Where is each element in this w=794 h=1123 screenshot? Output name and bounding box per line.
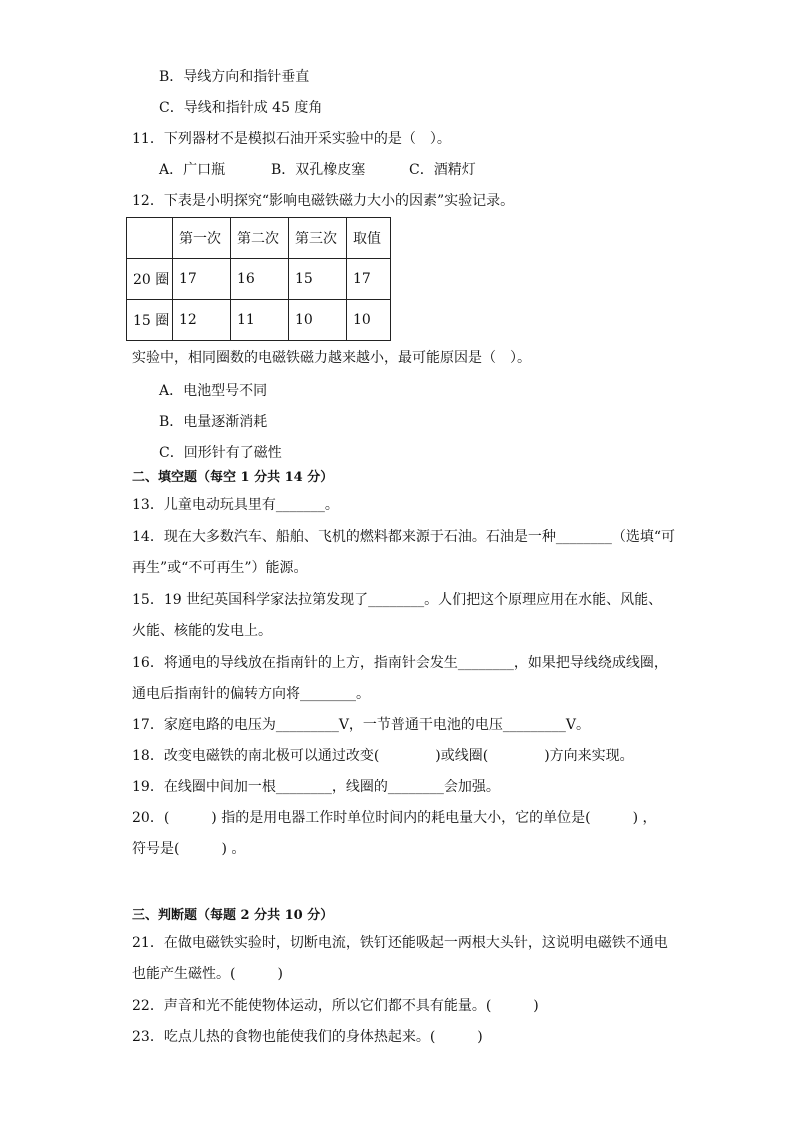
q11-option-b: B．双孔橡皮塞 [271,162,366,178]
table-cell: 10 [289,300,347,341]
q20-line1: 20．( ) 指的是用电器工作时单位时间内的耗电量大小，它的单位是( ) ， [132,810,657,826]
q21-line2: 也能产生磁性。( ) [132,966,283,982]
q11-options [159,160,476,180]
q18: 18．改变电磁铁的南北极可以通过改变( )或线圈( )方向来实现。 [132,748,634,764]
q21-line1: 21．在做电磁铁实验时，切断电流，铁钉还能吸起一两根大头针，这说明电磁铁不通电 [132,935,668,951]
q14-line2: 再生”或“不可再生”）能源。 [132,560,308,576]
table-header-row [127,218,391,259]
q23: 23．吃点儿热的食物也能使我们的身体热起来。( ) [132,1029,483,1045]
q10-option-c: C．导线和指针成 45 度角 [159,100,323,116]
section2-title: 二、填空题（每空 1 分共 14 分） [132,470,334,485]
q12-option-c: C．回形针有了磁性 [159,445,282,461]
q12-stem: 12．下表是小明探究“影响电磁铁磁力大小的因素”实验记录。 [132,193,515,209]
q16-line2: 通电后指南针的偏转方向将________。 [132,686,370,702]
table-header-cell: 第一次 [173,218,231,259]
experiment-record-table [126,217,391,341]
table-row [127,259,391,300]
q13: 13．儿童电动玩具里有_______。 [132,497,339,513]
q11-option-a: A．广口瓶 [159,162,226,178]
table-header-cell [127,218,173,259]
table-cell: 10 [347,300,391,341]
section3-title: 三、判断题（每题 2 分共 10 分） [132,908,334,923]
q15-line2: 火能、核能的发电上。 [132,623,272,639]
q12-option-a: A．电池型号不同 [159,383,268,399]
table-header-cell: 第三次 [289,218,347,259]
table-cell: 17 [347,259,391,300]
q22: 22．声音和光不能使物体运动，所以它们都不具有能量。( ) [132,998,539,1014]
q17: 17．家庭电路的电压为_________V，一节普通干电池的电压_________V。 [132,717,591,733]
q11-option-c: C．酒精灯 [409,162,476,178]
table-cell: 12 [173,300,231,341]
table-row [127,300,391,341]
table-cell: 20 圈 [127,259,173,300]
table-cell: 11 [231,300,289,341]
q20-line2: 符号是( ) 。 [132,841,246,857]
q12-question: 实验中，相同圈数的电磁铁磁力越来越小，最可能原因是（ ）。 [132,350,531,366]
table-cell: 16 [231,259,289,300]
table-cell: 15 [289,259,347,300]
table-header-cell: 第二次 [231,218,289,259]
table-cell: 15 圈 [127,300,173,341]
q15-line1: 15．19 世纪英国科学家法拉第发现了________。人们把这个原理应用在水能、风能、 [132,592,663,608]
q16-line1: 16．将通电的导线放在指南针的上方，指南针会发生________，如果把导线绕成线圈， [132,655,668,671]
q12-option-b: B．电量逐渐消耗 [159,414,268,430]
q11-stem: 11．下列器材不是模拟石油开采实验中的是（ ）。 [132,131,451,147]
table-header-cell: 取值 [347,218,391,259]
q10-option-b: B．导线方向和指针垂直 [159,69,310,85]
q14-line1: 14．现在大多数汽车、船舶、飞机的燃料都来源于石油。石油是一种________（选填“可 [132,529,675,545]
q19: 19．在线圈中间加一根________，线圈的________会加强。 [132,779,500,795]
table-cell: 17 [173,259,231,300]
